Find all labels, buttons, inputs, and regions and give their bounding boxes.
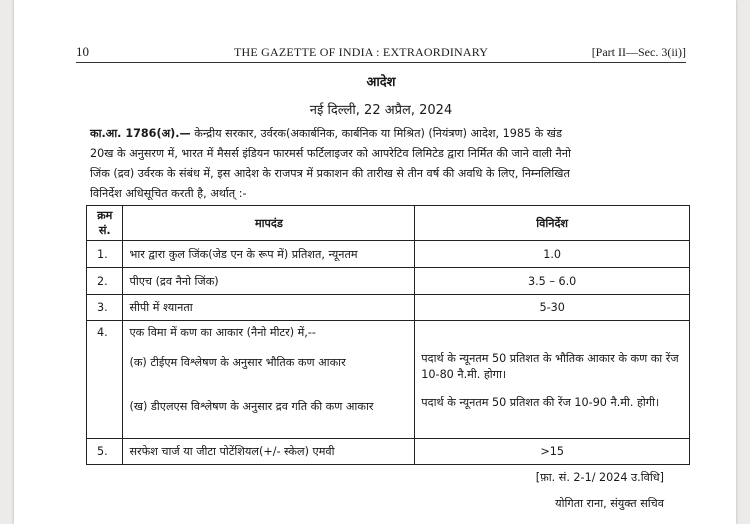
body-line-2: 20ख के अनुसरण में, भारत में मैसर्स इंडियन फारमर्स फर्टिलाइजर को आपरेटिव लिमिटेड द्वारा निर्मित की जाने वाली नैनो bbox=[90, 147, 571, 160]
specification-table bbox=[86, 205, 690, 465]
row-spec: 5-30 bbox=[415, 295, 690, 321]
gazette-title: THE GAZETTE OF INDIA : EXTRAORDINARY bbox=[234, 45, 489, 59]
row-serial: 1. bbox=[87, 241, 123, 268]
header-rule bbox=[76, 62, 686, 63]
signatory: योगिता राना, संयुक्त सचिव bbox=[555, 497, 664, 510]
row-parameter: पीएच (द्रव नैनो जिंक) bbox=[123, 268, 415, 295]
row-parameter: भार द्वारा कुल जिंक(जेड एन के रूप में) प्रतिशत, न्यूनतम bbox=[123, 241, 415, 268]
table-row bbox=[87, 268, 690, 295]
dls-analysis-spec: पदार्थ के न्यूनतम 50 प्रतिशत की रेंज 10-90 नै.मी. होगी। bbox=[421, 396, 660, 409]
table-row bbox=[87, 295, 690, 321]
particle-size-heading: एक विमा में कण का आकार (नैनो मीटर) में,-- bbox=[129, 326, 316, 339]
row-spec: >15 bbox=[415, 439, 690, 465]
page-number: 10 bbox=[76, 44, 89, 59]
header-parameter: मापदंड bbox=[123, 206, 415, 241]
row-parameter: सीपी में श्यानता bbox=[123, 295, 415, 321]
row-serial: 3. bbox=[87, 295, 123, 321]
header-specification: विनिर्देश bbox=[415, 206, 690, 241]
table-row bbox=[87, 439, 690, 465]
header-serial: क्रम सं. bbox=[87, 206, 123, 241]
table-row bbox=[87, 241, 690, 268]
order-body bbox=[90, 124, 686, 204]
row-serial: 2. bbox=[87, 268, 123, 295]
table-header-row bbox=[87, 206, 690, 241]
body-line-1: का.आ. 1786(अ).— केन्द्रीय सरकार, उर्वरक(अकार्बनिक, कार्बनिक या मिश्रित) (नियंत्रण) आदेश, 1985 के खंड bbox=[90, 127, 562, 140]
row-parameter: सरफेश चार्ज या जीटा पोटेंशियल(+/- स्केल) एमवी bbox=[123, 439, 415, 465]
table-row bbox=[87, 321, 690, 439]
row-parameter bbox=[123, 321, 415, 439]
order-number: का.आ. 1786(अ).— bbox=[90, 127, 191, 140]
row-serial: 4. bbox=[87, 321, 123, 439]
gazette-page bbox=[14, 0, 736, 524]
part-section: [Part II—Sec. 3(ii)] bbox=[591, 45, 686, 59]
tem-analysis-param: (क) टीईएम विश्लेषण के अनुसार भौतिक कण आकार bbox=[129, 356, 346, 369]
body-line-4: विनिर्देश अधिसूचित करती है, अर्थात् :- bbox=[90, 187, 247, 200]
place-date: नई दिल्ली, 22 अप्रैल, 2024 bbox=[309, 103, 453, 118]
page-header bbox=[76, 44, 686, 60]
file-number: [फ़ा. सं. 2-1/ 2024 उ.विधि] bbox=[535, 471, 664, 484]
row-serial: 5. bbox=[87, 439, 123, 465]
row-spec bbox=[415, 321, 690, 439]
dls-analysis-param: (ख) डीएलएस विश्लेषण के अनुसार द्रव गति की कण आकार bbox=[129, 400, 374, 413]
row-spec: 1.0 bbox=[415, 241, 690, 268]
tem-analysis-spec: पदार्थ के न्यूनतम 50 प्रतिशत के भौतिक आकार के कण का रेंज 10-80 नै.मी. होगा। bbox=[421, 352, 679, 381]
body-line-3: जिंक (द्रव) उर्वरक के संबंध में, इस आदेश के राजपत्र में प्रकाशन की तारीख से तीन वर्ष की अवधि के लिए, निम्नलिखित bbox=[90, 167, 570, 180]
row-spec: 3.5 – 6.0 bbox=[415, 268, 690, 295]
order-title: आदेश bbox=[366, 75, 396, 90]
